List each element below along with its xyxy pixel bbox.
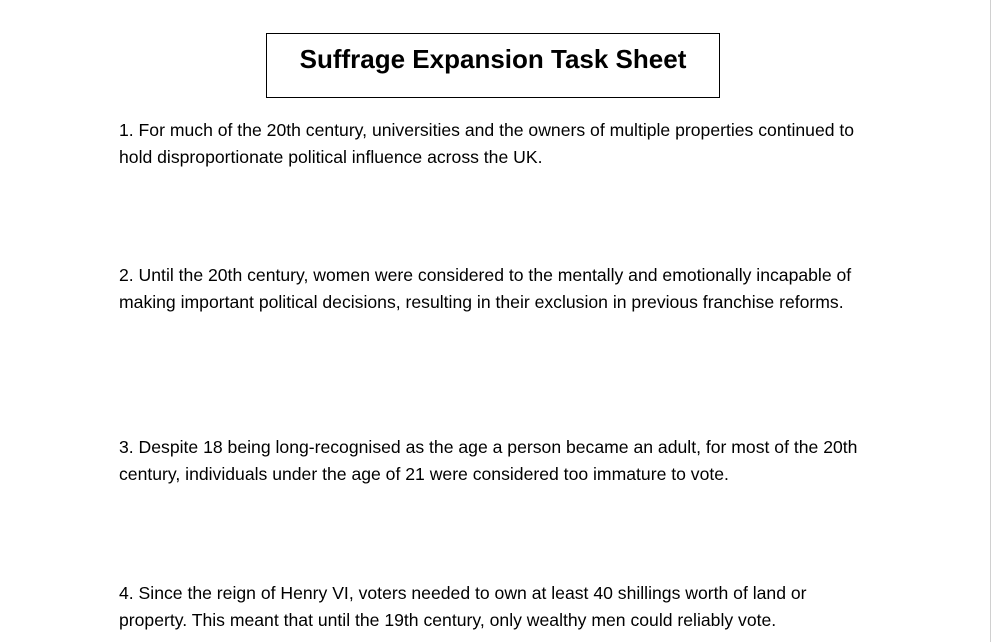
page-title: Suffrage Expansion Task Sheet	[299, 44, 687, 74]
task-item-4: 4. Since the reign of Henry VI, voters needed to own at least 40 shillings worth of land or property. This meant that until the 19th century, only wealthy men could reliably vote.	[119, 583, 807, 630]
task-item-3: 3. Despite 18 being long-recognised as the age a person became an adult, for most of the 20th century, individuals under the age of 21 were considered too immature to vote.	[119, 437, 858, 484]
title-box	[266, 33, 720, 98]
task-item-1: 1. For much of the 20th century, universities and the owners of multiple properties continued to hold disproportionate political influence across the UK.	[119, 120, 855, 167]
task-item-2: 2. Until the 20th century, women were considered to the mentally and emotionally incapable of making important political decisions, resulting in their exclusion in previous franchise reforms.	[119, 265, 852, 312]
